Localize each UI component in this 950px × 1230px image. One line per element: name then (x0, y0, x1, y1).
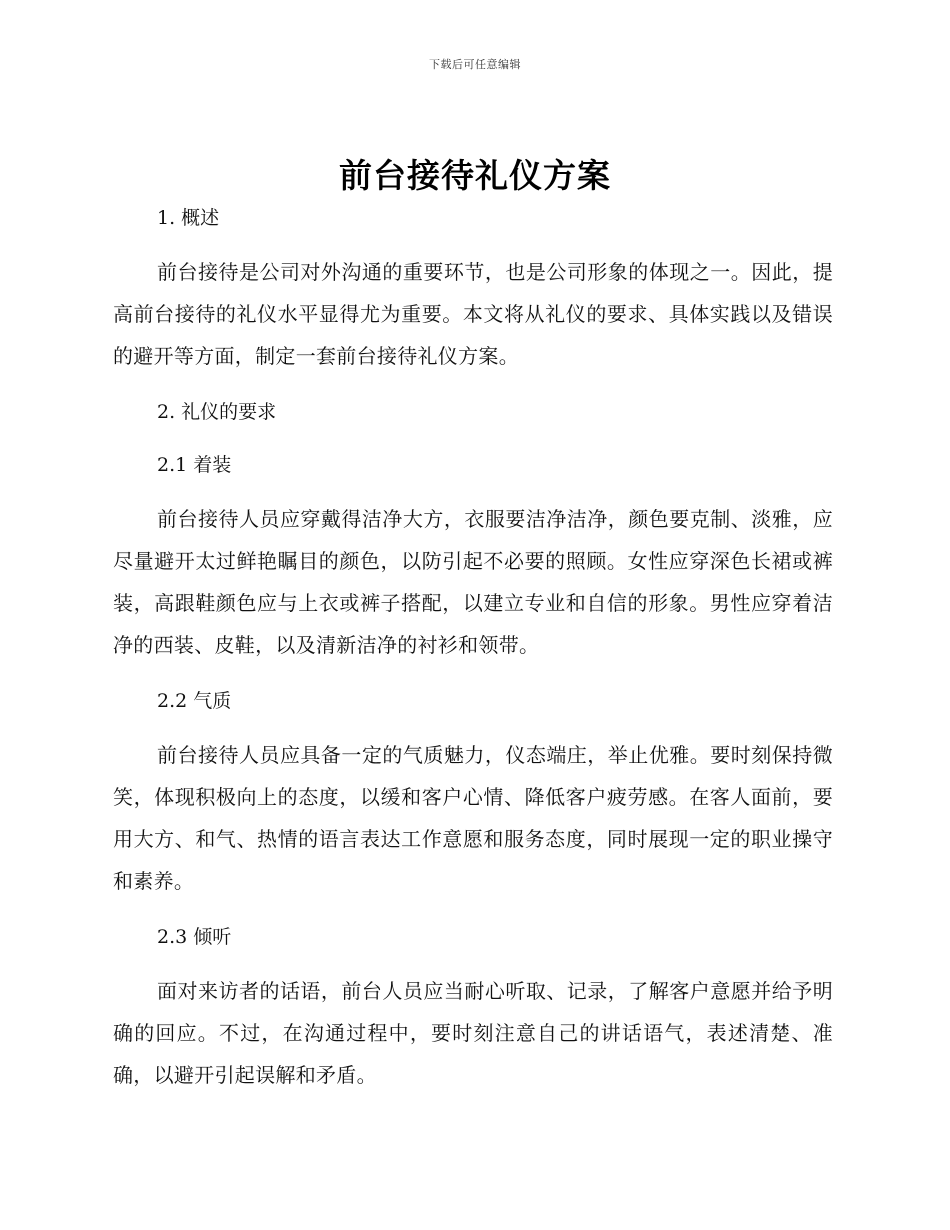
subsection-heading-temperament: 2.2 气质 (157, 690, 232, 712)
paragraph-listening: 面对来访者的话语，前台人员应当耐心听取、记录，了解客户意愿并给予明确的回应。不过，在沟通过程中，要时刻注意自己的讲话语气，表述清楚、准确，以避开引起误解和矛盾。 (113, 979, 833, 1087)
document-title: 前台接待礼仪方案 (339, 156, 611, 195)
subsection-heading-listening: 2.3 倾听 (157, 926, 232, 948)
paragraph-attire: 前台接待人员应穿戴得洁净大方，衣服要洁净洁净，颜色要克制、淡雅，应尽量避开太过鲜艳瞩目的颜色，以防引起不必要的照顾。女性应穿深色长裙或裤装，高跟鞋颜色应与上衣或裤子搭配，以建立专业和自信的形象。男性应穿着洁净的西装、皮鞋，以及清新洁净的衬衫和领带。 (113, 507, 833, 657)
paragraph-temperament: 前台接待人员应具备一定的气质魅力，仪态端庄，举止优雅。要时刻保持微笑，体现积极向上的态度，以缓和客户心情、降低客户疲劳感。在客人面前，要用大方、和气、热情的语言表达工作意愿和服务态度，同时展现一定的职业操守和素养。 (113, 743, 833, 893)
section-heading-requirements: 2. 礼仪的要求 (157, 401, 277, 423)
header-note: 下载后可任意编辑 (429, 58, 521, 71)
section-heading-overview: 1. 概述 (157, 207, 220, 229)
subsection-heading-attire: 2.1 着装 (157, 454, 232, 476)
paragraph-overview: 前台接待是公司对外沟通的重要环节，也是公司形象的体现之一。因此，提高前台接待的礼仪水平显得尤为重要。本文将从礼仪的要求、具体实践以及错误的避开等方面，制定一套前台接待礼仪方案。 (113, 260, 833, 368)
document-body (113, 203, 833, 1096)
